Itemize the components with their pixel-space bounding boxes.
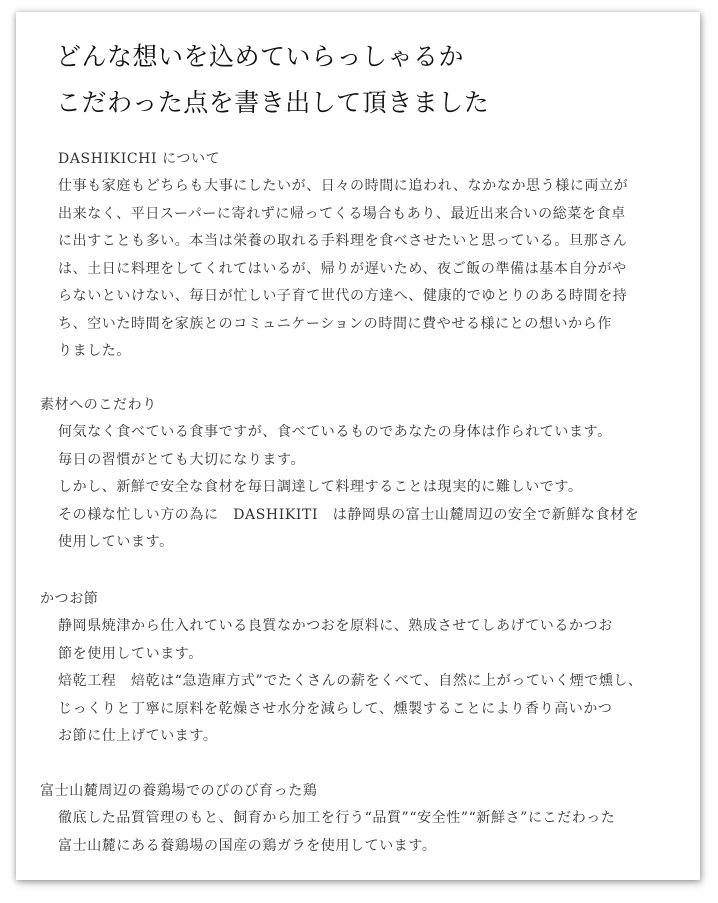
paragraph-line: 使用しています。 (58, 534, 174, 550)
paragraph-line: に出すことも多い。本当は栄養の取れる手料理を食べさせたいと思っている。旦那さん (58, 233, 628, 249)
section-about (58, 146, 628, 366)
paragraph-line: 徹底した品質管理のもと、飼育から加工を行う“品質”“安全性”“新鮮さ”にこだわった (58, 810, 616, 826)
paragraph-line: じっくりと丁寧に原料を乾燥させ水分を減らして、燻製することにより香り高いかつ (58, 700, 613, 717)
content-card (16, 12, 700, 880)
paragraph-line: 毎日の習慣がとても大切になります。 (58, 451, 306, 468)
section-katsuobushi (40, 586, 643, 751)
page-title-line: どんな想いを込めていらっしゃるか (56, 42, 465, 71)
paragraph-line: しかし、新鮮で安全な食材を毎日調達して料理することは現実的に難しいです。 (58, 479, 583, 495)
paragraph-line: りました。 (58, 343, 131, 359)
section-heading: 素材へのこだわり (40, 397, 157, 413)
paragraph-line: お節に仕上げています。 (58, 728, 218, 744)
paragraph-line: 富士山麓にある養鶏場の国産の鶏ガラを使用しています。 (58, 837, 437, 854)
paragraph-line: 出来なく、平日スーパーに寄れずに帰ってくる場合もあり、最近出来合いの総菜を食卓 (58, 205, 626, 222)
section-ingredients (40, 392, 639, 557)
paragraph-line: 節を使用しています。 (58, 645, 203, 662)
paragraph-line: 焙乾工程 焙乾は“急造庫方式”でたくさんの薪をくべて、自然に上がっていく煙で燻し、 (58, 673, 643, 689)
section-heading: DASHIKICHI について (58, 151, 221, 167)
paragraph-line: は、土日に料理をしてくれてはいるが、帰りが遅いため、夜ご飯の準備は基本自分がや (58, 260, 627, 277)
paragraph-line: 静岡県焼津から仕入れている良質なかつおを原料に、熟成させてしあげているかつお (58, 618, 613, 634)
page-title (56, 34, 489, 126)
paragraph-line: 何気なく食べている食事ですが、食べているものであなたの身体は作られています。 (58, 424, 612, 440)
paragraph-line: ち、空いた時間を家族とのコミュニケーションの時間に費やせる様にとの想いから作 (58, 315, 612, 332)
paragraph-line: らないといけない、毎日が忙しい子育て世代の方達へ、健康的でゆとりのある時間を持 (58, 288, 628, 304)
paragraph-line: 仕事も家庭もどちらも大事にしたいが、日々の時間に追われ、なかなか思う様に両立が (58, 178, 629, 194)
page-title-line: こだわった点を書き出して頂きました (56, 88, 490, 117)
section-heading: かつお節 (40, 591, 99, 607)
section-heading: 富士山麓周辺の養鶏場でのびのび育った鶏 (40, 783, 318, 799)
paragraph-line: その様な忙しい方の為に DASHIKITI は静岡県の富士山麓周辺の安全で新鮮な食材を (58, 506, 640, 523)
section-chicken (40, 778, 615, 860)
